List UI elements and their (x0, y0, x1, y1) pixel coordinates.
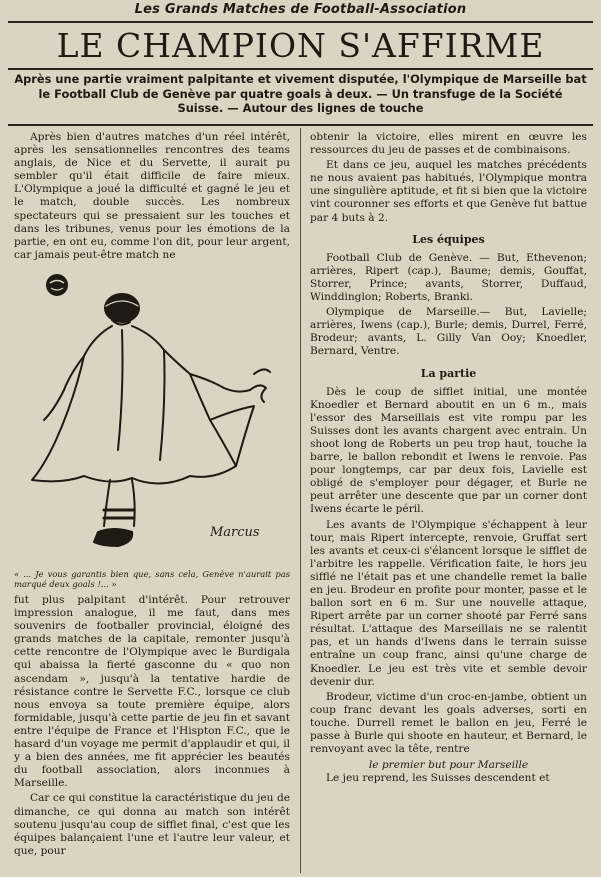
right-paragraph-1: obtenir la victoire, elles mirent en œuvre les ressources du jeu de passes et de combinaisons. (310, 131, 587, 157)
top-rule (8, 21, 593, 23)
right-paragraph-6: Les avants de l'Olympique s'échappent à leur tour, mais Ripert intercepte, renvoie, Gruffat sert les avants et ceux-ci s'élancent lorsque le sifflet de l'arbitre les rappelle. Vérification faite, le hors jeu sifflé ne l'était pas et une chandelle remet la balle en jeu. Brodeur en profite pour monter, passe et le ballon sort en 6 m. Sur une nouvelle attaque, Ripert arrête par un corner shooté par Ferré sans résultat. L'attaque des Marseillais ne se ralentit pas, et un hands d'Iwens dans le terrain suisse entraîne un coup franc, ainsi qu'une charge de Knoedler. Le jeu est très vite et semble devoir devenir dur. (310, 518, 587, 688)
subhead-teams: Les équipes (412, 232, 485, 246)
column-divider (300, 128, 301, 873)
left-paragraph-2: fut plus palpitant d'intérêt. Pour retrouver impression analogue, il me faut, dans mes souvenirs de footballer provincial, éloigné des grands matches de la capitale, remonter jusqu'à cette rencontre de l'Olympique avec le Burdigala qui abaissa la fierté gasconne du « quo non ascendam », jusqu'à la tentative hardie de résistance contre le Servette F.C., lorsque ce club nous envoya sa toute première équipe, alors formidable, jusqu'à cette partie de jeu fin et savant entre l'équipe de France et l'Hispton F.C., que le hasard d'un voyage me permit d'applaudir et qui, il y a bien des années, me fit apprécier les beautés du football association, alors inconnues à Marseille. (14, 594, 290, 790)
right-paragraph-2: Et dans ce jeu, auquel les matches précédents ne nous avaient pas habitués, l'Olympique montra une singulière aptitude, et fit si bien que la victoire vint couronner ses efforts et que Genève fut battue par 4 buts à 2. (310, 159, 587, 224)
deck: Après une partie vraiment palpitante et vivement disputée, l'Olympique de Marseille bat le Football Club de Genève par quatre goals à deux. — Un transfuge de la Société Suisse. — Autour des lignes de touche (14, 72, 587, 115)
left-column-bottom (14, 594, 290, 874)
caricature-illustration (14, 270, 290, 568)
deck-rule (8, 124, 593, 126)
team-marseille: Olympique de Marseille.— But, Lavielle; arrières, Iwens (cap.), Burle; demis, Durrel, Ferré, Brodeur; avants, L. Gilly Van Ooy; Knoedler, Bernard, Ventre. (310, 306, 587, 358)
left-paragraph-1: Après bien d'autres matches d'un réel intérêt, après les sensationnelles rencontres des teams anglais, de Nice et du Servette, il aurait pu sembler qu'il était difficile de faire mieux. L'Olympique a joué la difficulté et gagné le jeu et le match, double succès. Les nombreux spectateurs qui se pressaient sur les touches et dans les tribunes, venus pour les émotions de la partie, en ont eu, comme l'on dit, pour leur argent, car jamais peut-être match ne (14, 131, 290, 261)
right-paragraph-5: Dès le coup de sifflet initial, une montée Knoedler et Bernard aboutit en un 6 m., mais l'essor des Marseillais est vite rompu par les Suisses dont les avants chargent avec entrain. Un shoot long de Roberts un peu trop haut, touche la barre, le ballon rebondit et Iwens le renvoie. Pas pour longtemps, car par deux fois, Lavielle est obligé de s'employer pour dégager, et Burle ne peut arrêter une descente que par un corner dont Iwens écarte le péril. (310, 385, 587, 516)
headline: LE CHAMPION S'AFFIRME (56, 26, 545, 65)
right-column (310, 131, 587, 873)
inline-subhead-first-goal: le premier but pour Marseille (368, 759, 529, 772)
headline-rule (8, 68, 593, 70)
left-column-top (14, 131, 290, 271)
right-paragraph-7: Brodeur, victime d'un croc-en-jambe, obtient un coup franc devant les goals adverses, sorti en touche. Durrell remet le ballon en jeu, Ferré le passe à Burle qui shoote en hauteur, et Bernard, le renvoyant avec la tête, rentre (310, 690, 587, 756)
right-paragraph-8: Le jeu reprend, les Suisses descendent et (326, 772, 550, 785)
artist-signature: Marcus (210, 525, 260, 540)
section-kicker: Les Grands Matches de Football-Association (134, 2, 467, 17)
left-paragraph-3: Car ce qui constitue la caractéristique du jeu de dimanche, ce qui donna au match son intérêt soutenu jusqu'au coup de sifflet final, c'est que les équipes balançaient l'une et l'autre leur valeur, et que, pour (14, 792, 290, 857)
illustration-caption: « ... Je vous garantis bien que, sans cela, Genève n'aurait pas marqué deux goals !... » (14, 569, 290, 589)
subhead-match: La partie (420, 366, 477, 380)
team-geneva: Football Club de Genève. — But, Ethevenon; arrières, Ripert (cap.), Baume; demis, Gouffat, Storrer, Prince; avants, Storrer, Duffaud, Winddinglon; Roberts, Branki. (310, 251, 587, 304)
